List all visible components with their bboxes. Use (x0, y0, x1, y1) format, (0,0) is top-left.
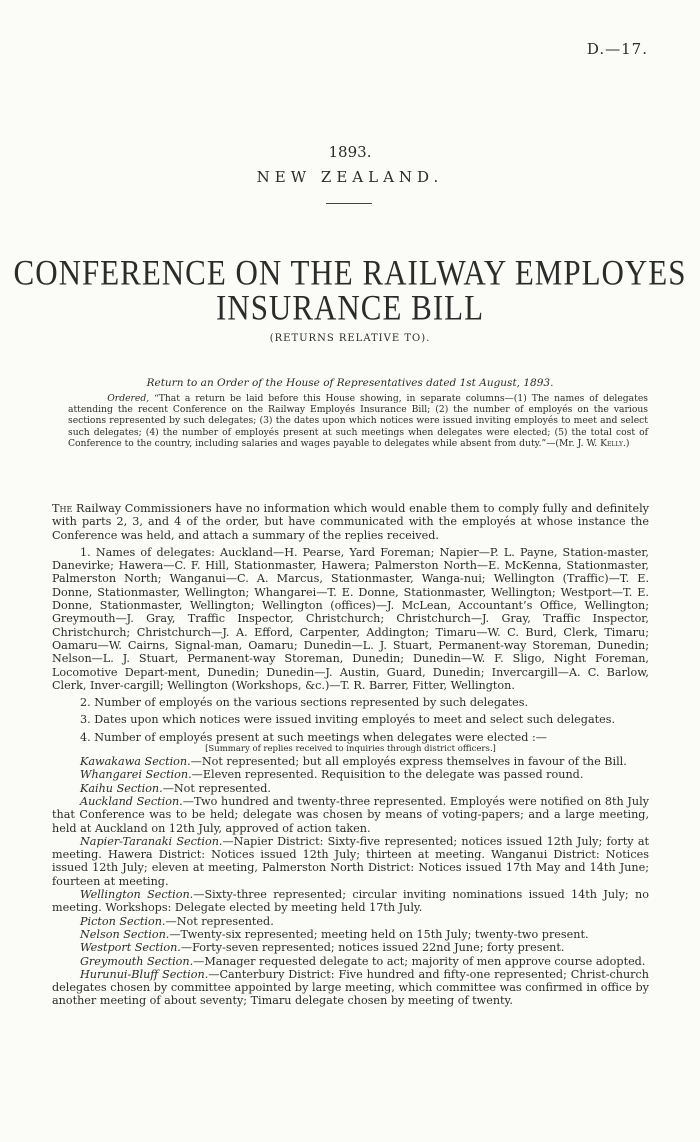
section-name: Kaihu Section. (80, 781, 163, 795)
section-name: Picton Section. (80, 914, 166, 928)
section-text: —Canterbury District: Five hundred and fifty-one represented; Christ-church delegates chosen by committee appointed by large meeting, which committee was confirmed in office by another meeting of about seventy; Timaru delegate chosen by meeting of twenty. (52, 967, 649, 1008)
item-4: 4. Number of employés present at such meetings when delegates were elected :— (80, 730, 547, 744)
section-text: —Napier District: Sixty-five represented; notices issued 12th July; forty at meeting. Hawera District: Notices issued 12th July; thirteen at meeting. Wanganui District: Notices issued 12th July; eleven at meeting, Palmerston North District: Notices issued 17th May and 14th June; fourteen at meeting. (52, 834, 649, 888)
section-entry (52, 755, 649, 768)
section-entry (52, 795, 649, 835)
section-text: —Twenty-six represented; meeting held on 15th July; twenty-two present. (169, 927, 589, 941)
section-text: —Sixty-three represented; circular inviting nominations issued 14th July; no meeting. Workshops: Delegate elected by meeting held 17th July. (52, 888, 650, 915)
item-3: 3. Dates upon which notices were issued inviting employés to meet and select such delegates. (80, 713, 616, 727)
country-heading: NEW ZEALAND. (256, 168, 444, 186)
section-name: Hurunui-Bluff Section. (80, 967, 209, 981)
section-entry (52, 941, 649, 954)
year-heading: 1893. (328, 143, 372, 161)
section-text: —Not represented. (165, 914, 274, 928)
section-entry (52, 968, 649, 1008)
section-entry (52, 782, 649, 795)
section-text: —Manager requested delegate to act; majority of men approve course adopted. (193, 954, 646, 968)
section-entry (52, 768, 649, 781)
subtitle: (RETURNS RELATIVE TO). (269, 333, 431, 344)
section-name: Kawakawa Section. (80, 755, 191, 769)
section-text: —Not represented; but all employés express themselves in favour of the Bill. (190, 755, 627, 769)
section-text: —Eleven represented. Requisition to the delegate was passed round. (191, 768, 584, 782)
section-text: —Forty-seven represented; notices issued 22nd June; forty present. (180, 941, 565, 955)
section-entry (52, 955, 649, 968)
intro-text: Railway Commissioners have no information which would enable them to comply fully and definitely with parts 2, 3, and 4 of the order, but have communicated with the employés at whose instance the Conference was held, and attach a summary of the replies received. (52, 502, 649, 542)
intro-lead: The (52, 502, 73, 515)
section-entry (52, 888, 649, 915)
intro-paragraph (52, 502, 649, 542)
section-name: Wellington Section. (80, 888, 194, 902)
section-text: —Two hundred and twenty-three represented. Employés were notified on 8th July that Conference was to be held; delegate was chosen by means of voting-papers; and a large meeting, held at Auckland on 12th July, approved of action taken. (52, 794, 649, 835)
section-entry (52, 915, 649, 928)
order-text: “That a return be laid before this House showing, in separate columns—(1) The names of delegates attending the recent Conference on the Railway Employés Insurance Bill; (2) the number of employés on the various sections represented by such delegates; (3) the dates upon which notices were issued inviting employés to meet and select such delegates; (4) the number of employés present at such meetings when delegates were elected; (5) the total cost of Conference to the country, including salaries and wages payable to delegates while absent from duty.”—(Mr. J. W. (68, 393, 649, 449)
section-name: Napier-Taranaki Section. (80, 834, 223, 848)
order-paragraph (68, 393, 648, 449)
section-name: Whangarei Section. (80, 768, 192, 782)
title-line-2: INSURANCE BILL (215, 287, 485, 328)
section-entry (52, 835, 649, 888)
section-text: —Not represented. (162, 781, 271, 795)
document-number: D.—17. (586, 40, 648, 58)
section-name: Westport Section. (80, 941, 181, 955)
ordered-label: Ordered, (107, 393, 150, 404)
order-end: .) (622, 437, 630, 449)
section-name: Nelson Section. (80, 927, 170, 941)
item-2: 2. Number of employés on the various sections represented by such delegates. (80, 696, 529, 710)
divider-rule (326, 203, 372, 204)
title-line-1: CONFERENCE ON THE RAILWAY EMPLOYES (13, 252, 687, 293)
summary-note: [Summary of replies received to inquiries through district officers.] (205, 744, 496, 755)
section-name: Auckland Section. (80, 794, 183, 808)
return-order-line: Return to an Order of the House of Representatives dated 1st August, 1893. (146, 377, 554, 389)
main-body (52, 502, 649, 1008)
item-1: 1. Names of delegates: Auckland—H. Pearse, Yard Foreman; Napier—P. L. Payne, Station-master, Danevirke; Hawera—C. F. Hill, Stationmaster, Hawera; Palmerston North—E. McKenna, Stationmaster, Palmerston North; Wanganui—C. A. Marcus, Stationmaster, Wanga-nui; Wellington (Traffic)—T. E. Donne, Stationmaster, Wellington; Whangarei—T. E. Donne, Stationmaster, Wellington; Westport—T. E. Donne, Stationmaster, Wellington; Wellington (offices)—J. McLean, Accountant’s Office, Wellington; Greymouth—J. Gray, Traffic Inspector, Christchurch; Christchurch—J. Gray, Traffic Inspector, Christchurch; Christchurch—J. A. Efford, Carpenter, Addington; Timaru—W. C. Burd, Clerk, Timaru; Oamaru—W. Cairns, Signal-man, Oamaru; Dunedin—L. J. Stuart, Permanent-way Storeman, Dunedin; Nelson—L. J. Stuart, Permanent-way Storeman, Dunedin; Dunedin—W. F. Sligo, Night Foreman, Locomotive Depart-ment, Dunedin; Dunedin—J. Austin, Guard, Dunedin; Invercargill—A. C. Barlow, Clerk, Inver-cargill; Wellington (Workshops, &c.)—T. R. Barrer, Fitter, Wellington. (52, 545, 649, 692)
section-entry (52, 928, 649, 941)
order-mover: Kelly (600, 437, 623, 449)
section-name: Greymouth Section. (80, 954, 194, 968)
